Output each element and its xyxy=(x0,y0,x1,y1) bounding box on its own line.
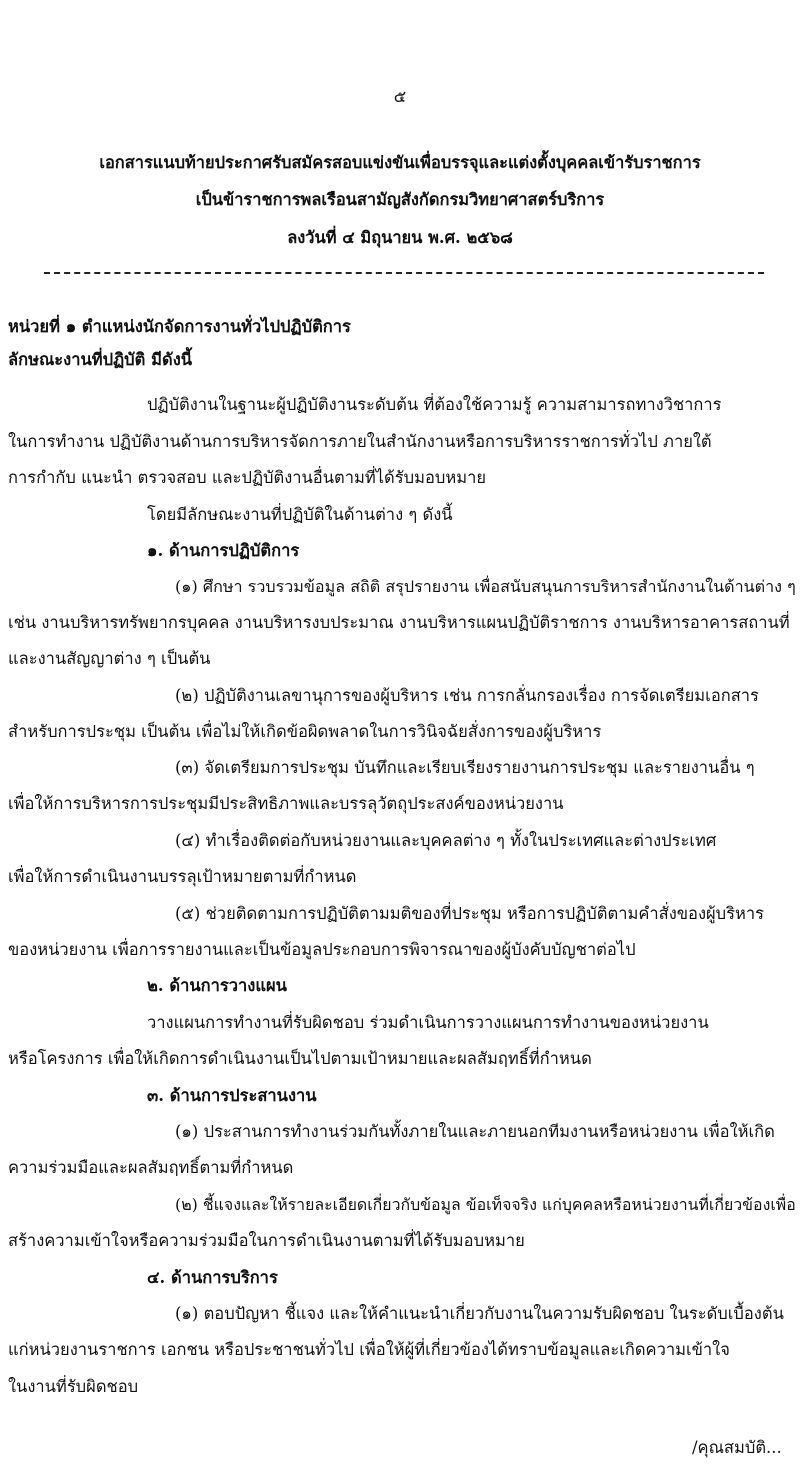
s3-item-1-line-1: (๑) ประสานการทำงานร่วมกันทั้งภายในและภายนอกทีมงานหรือหน่วยงาน เพื่อให้เกิด xyxy=(175,1122,775,1141)
s1-item-4-line-2: เพื่อให้การดำเนินงานบรรลุเป้าหมายตามที่กำหนด xyxy=(8,867,357,886)
dashed-divider xyxy=(44,272,764,274)
s1-item-3-line-2: เพื่อให้การบริหารการประชุมมีประสิทธิภาพและบรรลุวัตถุประสงค์ของหน่วยงาน xyxy=(8,794,564,813)
s1-item-5-line-1: (๕) ช่วยติดตามการปฏิบัติตามมติของที่ประชุม หรือการปฏิบัติตามคำสั่งของผู้บริหาร xyxy=(175,904,765,923)
section-3-title: ๓. ด้านการประสานงาน xyxy=(147,1086,317,1105)
s3-item-1-line-2: ความร่วมมือและผลสัมฤทธิ์ตามที่กำหนด xyxy=(8,1158,294,1177)
s2-line-1: วางแผนการทำงานที่รับผิดชอบ ร่วมดำเนินการวางแผนการทำงานของหน่วยงาน xyxy=(147,1013,709,1032)
s1-item-5-line-2: ของหน่วยงาน เพื่อการรายงานและเป็นข้อมูลประกอบการพิจารณาของผู้บังคับบัญชาต่อไป xyxy=(8,940,636,959)
unit-title: หน่วยที่ ๑ ตำแหน่งนักจัดการงานทั่วไปปฏิบัติการ xyxy=(8,317,351,336)
s1-item-2-line-2: สำหรับการประชุม เป็นต้น เพื่อไม่ให้เกิดข้อผิดพลาดในการวินิจฉัยสั่งการของผู้บริหาร xyxy=(8,722,602,741)
s1-item-4-line-1: (๔) ทำเรื่องติดต่อกับหน่วยงานและบุคคลต่าง ๆ ทั้งในประเทศและต่างประเทศ xyxy=(175,831,717,850)
s3-item-2-line-2: สร้างความเข้าใจหรือความร่วมมือในการดำเนินงานตามที่ได้รับมอบหมาย xyxy=(8,1231,525,1250)
s1-item-1-line-3: และงานสัญญาต่าง ๆ เป็นต้น xyxy=(8,649,211,668)
section-2-title: ๒. ด้านการวางแผน xyxy=(147,976,287,995)
s1-item-2-line-1: (๒) ปฏิบัติงานเลขานุการของผู้บริหาร เช่น การกลั่นกรองเรื่อง การจัดเตรียมเอกสาร xyxy=(175,686,759,705)
intro-line-2: ในการทำงาน ปฏิบัติงานด้านการบริหารจัดการภายในสำนักงานหรือการบริหารราชการทั่วไป ภายใต้ xyxy=(8,432,712,451)
intro-line-4: โดยมีลักษณะงานที่ปฏิบัติในด้านต่าง ๆ ดังนี้ xyxy=(147,505,453,524)
s1-item-1-line-1: (๑) ศึกษา รวบรวมข้อมูล สถิติ สรุปรายงาน เพื่อสนับสนุนการบริหารสำนักงานในด้านต่าง ๆ xyxy=(175,577,796,596)
s4-item-1-line-1: (๑) ตอบปัญหา ชี้แจง และให้คำแนะนำเกี่ยวกับงานในความรับผิดชอบ ในระดับเบื้องต้น xyxy=(175,1304,784,1323)
continuation-marker: /คุณสมบัติ... xyxy=(692,1438,782,1457)
s4-item-1-line-3: ในงานที่รับผิดชอบ xyxy=(8,1377,139,1396)
s2-line-2: หรือโครงการ เพื่อให้เกิดการดำเนินงานเป็นไปตามเป้าหมายและผลสัมฤทธิ์ที่กำหนด xyxy=(8,1049,592,1068)
section-4-title: ๔. ด้านการบริการ xyxy=(147,1268,278,1287)
header-line-2: เป็นข้าราชการพลเรือนสามัญสังกัดกรมวิทยาศาสตร์บริการ xyxy=(195,190,605,209)
header-line-3: ลงวันที่ ๔ มิถุนายน พ.ศ. ๒๕๖๘ xyxy=(287,228,513,247)
s1-item-1-line-2: เช่น งานบริหารทรัพยากรบุคคล งานบริหารงบประมาณ งานบริหารแผนปฏิบัติราชการ งานบริหารอาคารสถานที่ xyxy=(8,613,790,632)
s1-item-3-line-1: (๓) จัดเตรียมการประชุม บันทึกและเรียบเรียงรายงานการประชุม และรายงานอื่น ๆ xyxy=(175,758,755,777)
s3-item-2-line-1: (๒) ชี้แจงและให้รายละเอียดเกี่ยวกับข้อมูล ข้อเท็จจริง แก่บุคคลหรือหน่วยงานที่เกี่ยวข้องเพื่อ xyxy=(175,1195,796,1214)
page-number: ๕ xyxy=(393,87,407,106)
intro-line-3: การกำกับ แนะนำ ตรวจสอบ และปฏิบัติงานอื่นตามที่ได้รับมอบหมาย xyxy=(8,468,487,487)
header-line-1: เอกสารแนบท้ายประกาศรับสมัครสอบแข่งขันเพื่อบรรจุและแต่งตั้งบุคคลเข้ารับราชการ xyxy=(99,153,701,172)
s4-item-1-line-2: แก่หน่วยงานราชการ เอกชน หรือประชาชนทั่วไป เพื่อให้ผู้ที่เกี่ยวข้องได้ทราบข้อมูลและเกิดความเข้าใจ xyxy=(8,1340,730,1359)
section-1-title: ๑. ด้านการปฏิบัติการ xyxy=(147,541,300,560)
duties-heading: ลักษณะงานที่ปฏิบัติ มีดังนี้ xyxy=(8,350,193,369)
intro-line-1: ปฏิบัติงานในฐานะผู้ปฏิบัติงานระดับต้น ที่ต้องใช้ความรู้ ความสามารถทางวิชาการ xyxy=(147,395,722,414)
